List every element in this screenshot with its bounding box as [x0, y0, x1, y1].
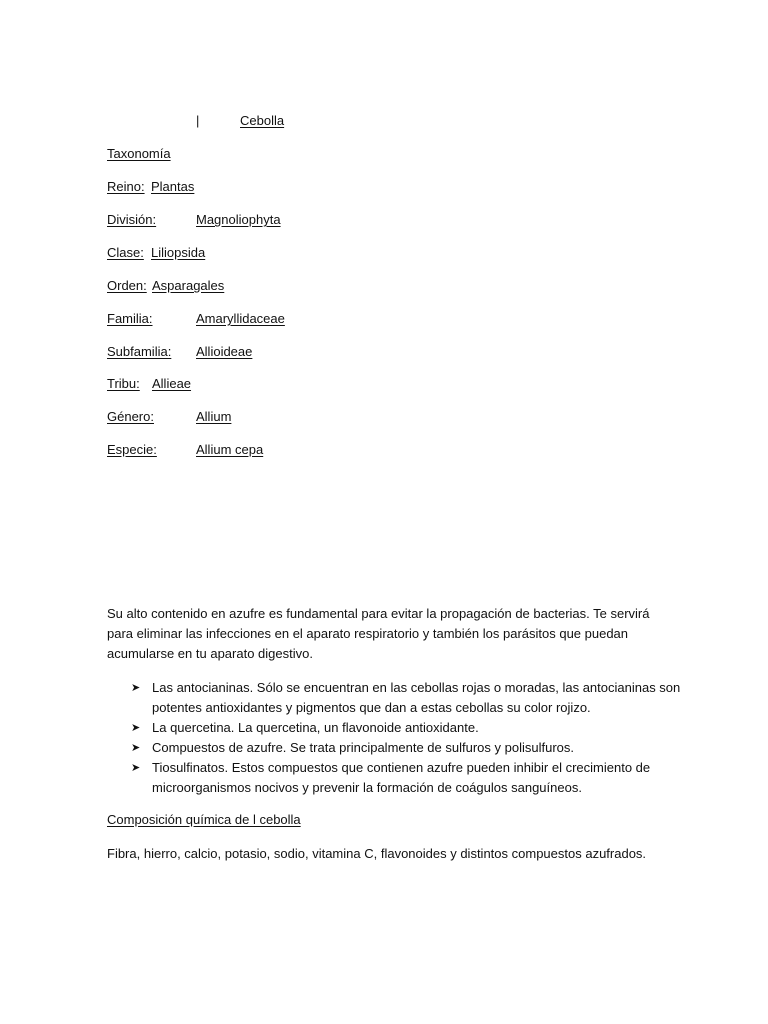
taxonomy-label: Clase: [107, 245, 144, 260]
taxonomy-row-tribu [107, 376, 192, 391]
taxonomy-row-division [107, 212, 281, 227]
arrowhead-bullet-icon: ➤ [131, 722, 141, 734]
taxonomy-value: Allium cepa [196, 442, 264, 457]
taxonomy-value: Allium [196, 409, 232, 424]
taxonomy-label: Subfamilia: [107, 344, 172, 359]
arrowhead-bullet-icon: ➤ [131, 762, 141, 774]
taxonomy-row-clase [107, 245, 206, 260]
composition-text: Fibra, hierro, calcio, potasio, sodio, vitamina C, flavonoides y distintos compuestos azufrados. [107, 846, 647, 861]
taxonomy-row-orden [107, 278, 225, 293]
list-item [107, 758, 687, 798]
list-item [107, 678, 687, 718]
title-separator: | [196, 113, 200, 128]
taxonomy-value: Magnoliophyta [196, 212, 281, 227]
taxonomy-label: Familia: [107, 311, 153, 326]
intro-paragraph: Su alto contenido en azufre es fundamental para evitar la propagación de bacterias. Te servirá para eliminar las infecciones en el aparato respiratorio y también los parásitos que puedan acumularse en tu aparato digestivo. [107, 606, 650, 661]
taxonomy-value: Amaryllidaceae [196, 311, 285, 326]
list-item [107, 718, 687, 738]
taxonomy-label: Orden: [107, 278, 147, 293]
list-item-text: Compuestos de azufre. Se trata principalmente de sulfuros y polisulfuros. [152, 740, 574, 755]
taxonomy-value: Liliopsida [151, 245, 206, 260]
taxonomy-heading: Taxonomía [107, 146, 171, 161]
document-title: Cebolla [240, 113, 285, 128]
list-item [107, 738, 687, 758]
taxonomy-value: Asparagales [152, 278, 225, 293]
compound-list [107, 678, 687, 798]
list-item-text: Las antocianinas. Sólo se encuentran en las cebollas rojas o moradas, las antocianinas son potentes antioxidantes y pigmentos que dan a estas cebollas su color rojizo. [152, 680, 681, 715]
taxonomy-label: Género: [107, 409, 154, 424]
list-item-text: Tiosulfinatos. Estos compuestos que contienen azufre pueden inhibir el crecimiento de microorganismos nocivos y prevenir la formación de coágulos sanguíneos. [152, 760, 651, 795]
taxonomy-label: Especie: [107, 442, 157, 457]
taxonomy-row-especie [107, 442, 264, 457]
taxonomy-label: Tribu: [107, 376, 140, 391]
taxonomy-row-familia [107, 311, 285, 326]
taxonomy-value: Allioideae [196, 344, 253, 359]
taxonomy-label: División: [107, 212, 157, 227]
arrowhead-bullet-icon: ➤ [131, 742, 141, 754]
arrowhead-bullet-icon: ➤ [131, 682, 141, 694]
taxonomy-row-reino [107, 179, 195, 194]
list-item-text: La quercetina. La quercetina, un flavonoide antioxidante. [152, 720, 479, 735]
composition-heading: Composición química de l cebolla [107, 812, 301, 827]
taxonomy-value: Allieae [152, 376, 192, 391]
taxonomy-row-genero [107, 409, 232, 424]
taxonomy-value: Plantas [151, 179, 195, 194]
taxonomy-row-subfamilia [107, 344, 253, 359]
taxonomy-label: Reino: [107, 179, 145, 194]
